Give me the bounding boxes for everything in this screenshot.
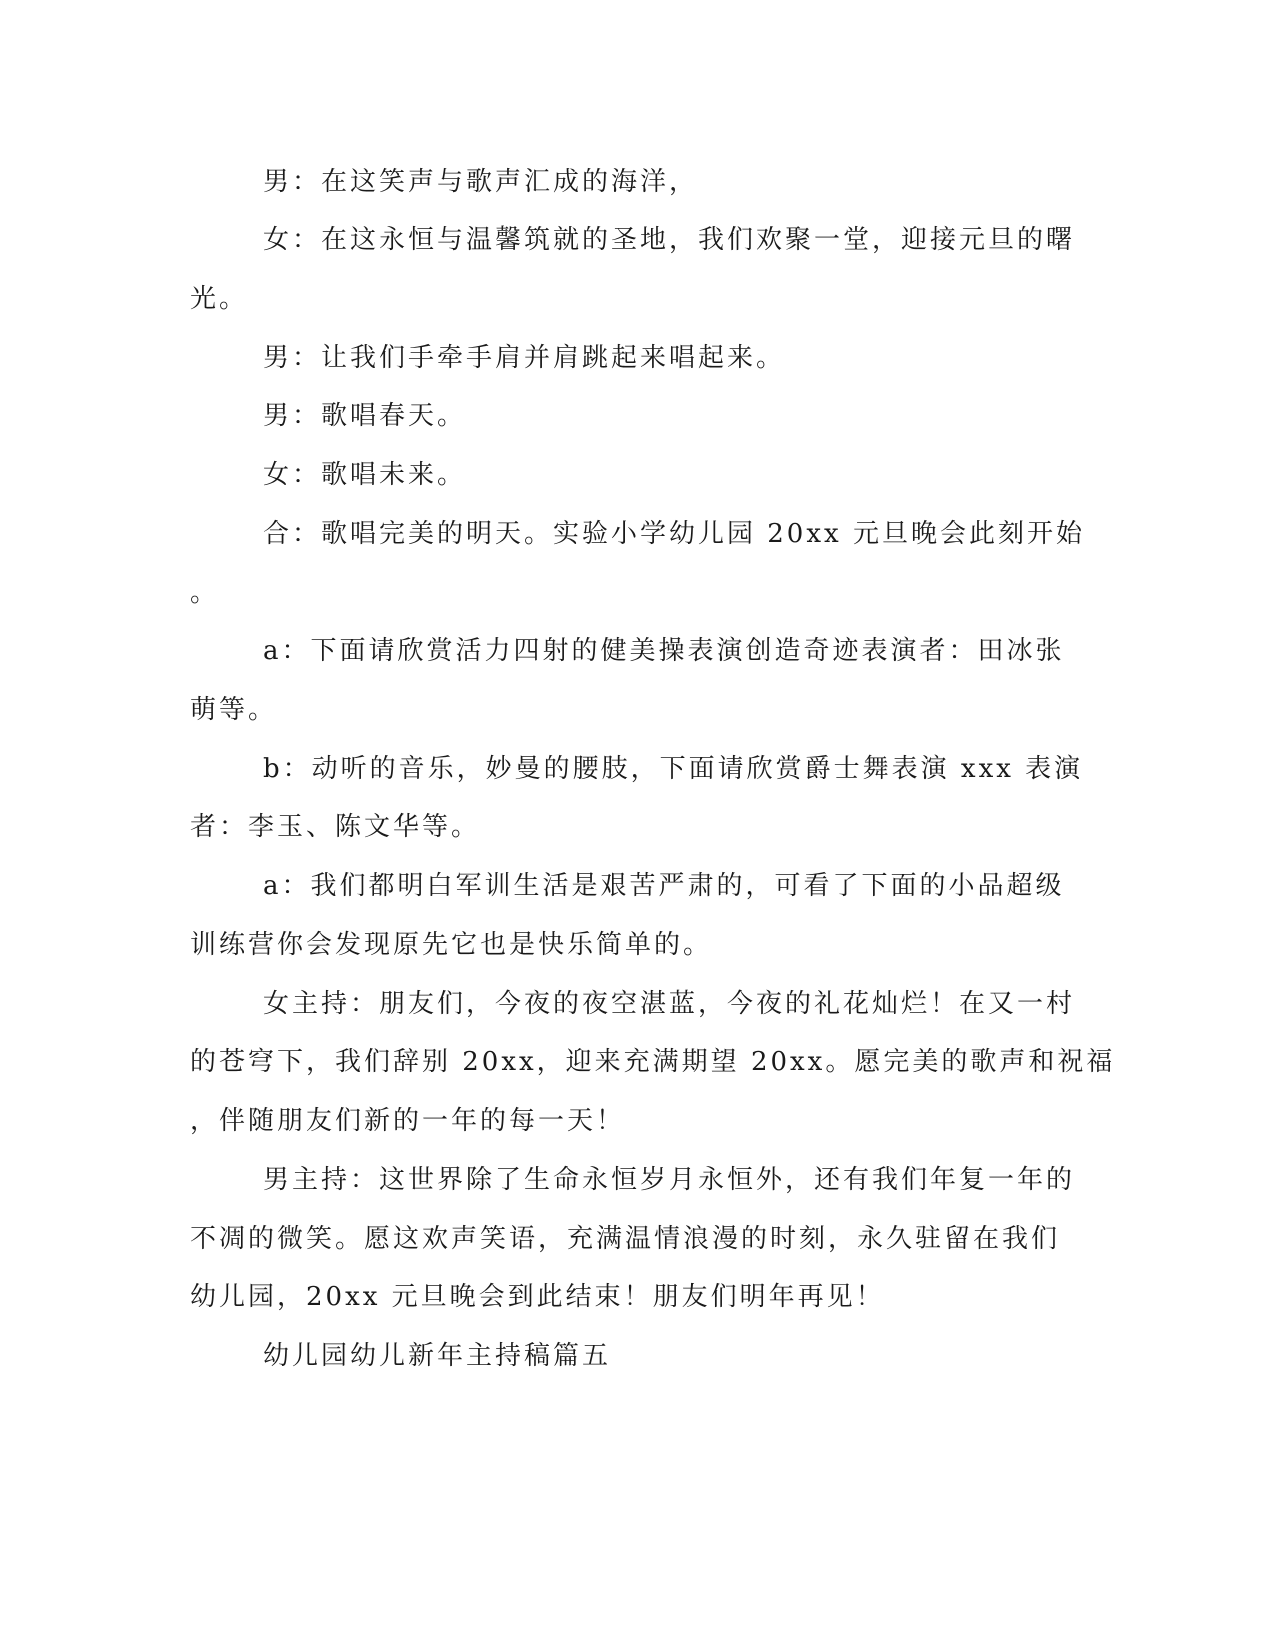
text-line: a：我们都明白军训生活是艰苦严肃的，可看了下面的小品超级 [263, 871, 1065, 901]
text-line: 训练营你会发现原先它也是快乐简单的。 [190, 930, 713, 960]
text-line: 萌等。 [190, 695, 278, 725]
text-line: 不凋的微笑。愿这欢声笑语，充满温情浪漫的时刻，永久驻留在我们 [190, 1224, 1061, 1254]
text-line: 男：让我们手牵手肩并肩跳起来唱起来。 [263, 343, 786, 373]
text-line: 。 [190, 578, 220, 608]
text-line: a：下面请欣赏活力四射的健美操表演创造奇迹表演者：田冰张 [263, 636, 1065, 666]
text-line: ，伴随朋友们新的一年的每一天！ [190, 1106, 626, 1136]
text-line: 的苍穹下，我们辞别 20xx，迎来充满期望 20xx。愿完美的歌声和祝福 [190, 1047, 1116, 1077]
text-line: 女主持：朋友们，今夜的夜空湛蓝，今夜的礼花灿烂！在又一村 [263, 989, 1076, 1019]
text-line: 男：在这笑声与歌声汇成的海洋， [263, 167, 699, 197]
text-line: 女：在这永恒与温馨筑就的圣地，我们欢聚一堂，迎接元旦的曙 [263, 225, 1076, 255]
text-line: 男主持：这世界除了生命永恒岁月永恒外，还有我们年复一年的 [263, 1165, 1076, 1195]
text-line: 光。 [190, 284, 249, 314]
text-line: 男：歌唱春天。 [263, 401, 467, 431]
text-line: 者：李玉、陈文华等。 [190, 812, 481, 842]
text-line: b：动听的音乐，妙曼的腰肢，下面请欣赏爵士舞表演 xxx 表演 [263, 754, 1084, 784]
text-line: 女：歌唱未来。 [263, 460, 467, 490]
text-line: 合：歌唱完美的明天。实验小学幼儿园 20xx 元旦晚会此刻开始 [263, 519, 1085, 549]
text-line: 幼儿园，20xx 元旦晚会到此结束！朋友们明年再见！ [190, 1282, 885, 1312]
section-heading: 幼儿园幼儿新年主持稿篇五 [263, 1341, 612, 1371]
